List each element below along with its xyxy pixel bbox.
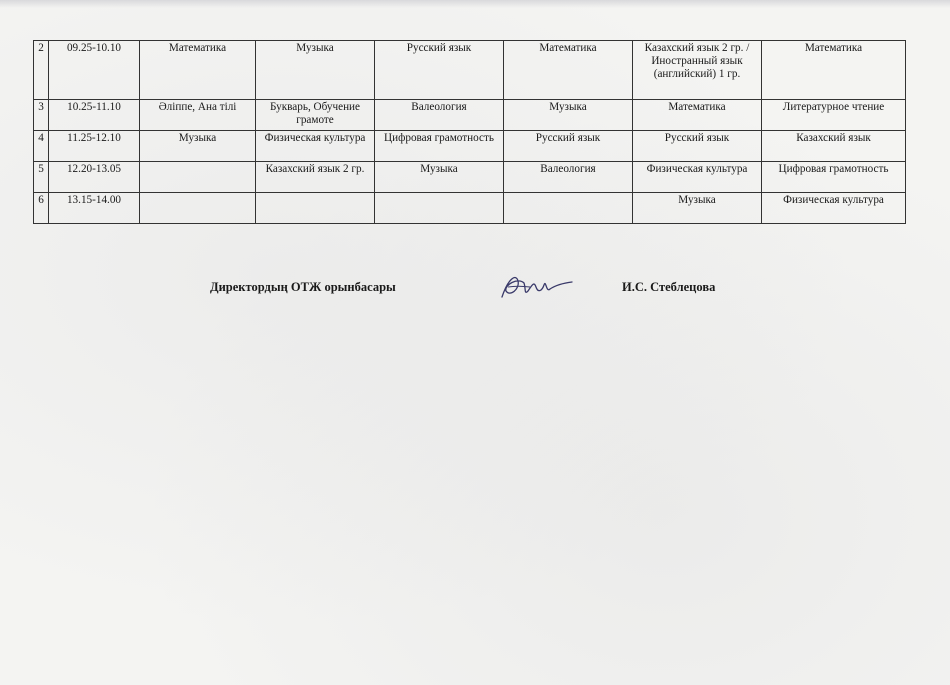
lesson-cell: Русский язык xyxy=(633,131,762,162)
lesson-cell: Музыка xyxy=(256,41,375,100)
handwritten-signature xyxy=(494,271,574,303)
signature-block xyxy=(0,277,950,297)
lesson-cell: Литературное чтение xyxy=(762,100,906,131)
lesson-cell: Математика xyxy=(762,41,906,100)
lesson-cell: Цифровая грамотность xyxy=(762,162,906,193)
lesson-time: 10.25-11.10 xyxy=(49,100,140,131)
lesson-cell: Музыка xyxy=(140,131,256,162)
signatory-title: Директордың ОТЖ орынбасары xyxy=(210,280,396,294)
row-number: 3 xyxy=(34,100,49,131)
lesson-cell: Физическая культура xyxy=(762,193,906,224)
lesson-cell: Казахский язык 2 гр. xyxy=(256,162,375,193)
lesson-cell: Физическая культура xyxy=(633,162,762,193)
lesson-cell: Музыка xyxy=(633,193,762,224)
lesson-cell xyxy=(140,193,256,224)
lesson-cell: Физическая культура xyxy=(256,131,375,162)
row-number: 5 xyxy=(34,162,49,193)
row-number: 6 xyxy=(34,193,49,224)
lesson-cell: Математика xyxy=(140,41,256,100)
lesson-cell: Әліппе, Ана тілі xyxy=(140,100,256,131)
lesson-cell: Валеология xyxy=(375,100,504,131)
lesson-cell: Русский язык xyxy=(504,131,633,162)
lesson-cell: Букварь, Обучение грамоте xyxy=(256,100,375,131)
lesson-cell: Валеология xyxy=(504,162,633,193)
table-row xyxy=(34,193,906,224)
lesson-time: 11.25-12.10 xyxy=(49,131,140,162)
lesson-cell: Казахский язык 2 гр. / Иностранный язык (английский) 1 гр. xyxy=(633,41,762,100)
table-row xyxy=(34,162,906,193)
lesson-cell xyxy=(140,162,256,193)
lesson-time: 12.20-13.05 xyxy=(49,162,140,193)
lesson-cell: Музыка xyxy=(504,100,633,131)
lesson-cell xyxy=(504,193,633,224)
table-row xyxy=(34,100,906,131)
lesson-cell: Математика xyxy=(633,100,762,131)
table-row xyxy=(34,41,906,100)
scan-edge-shadow xyxy=(0,0,950,8)
lesson-cell: Математика xyxy=(504,41,633,100)
row-number: 4 xyxy=(34,131,49,162)
lesson-cell: Казахский язык xyxy=(762,131,906,162)
lesson-cell: Музыка xyxy=(375,162,504,193)
table-row xyxy=(34,131,906,162)
lesson-time: 13.15-14.00 xyxy=(49,193,140,224)
lesson-cell xyxy=(375,193,504,224)
lesson-cell: Русский язык xyxy=(375,41,504,100)
signatory-name: И.С. Стеблецова xyxy=(622,280,716,294)
schedule-table xyxy=(33,40,906,224)
lesson-time: 09.25-10.10 xyxy=(49,41,140,100)
row-number: 2 xyxy=(34,41,49,100)
lesson-cell xyxy=(256,193,375,224)
lesson-cell: Цифровая грамотность xyxy=(375,131,504,162)
